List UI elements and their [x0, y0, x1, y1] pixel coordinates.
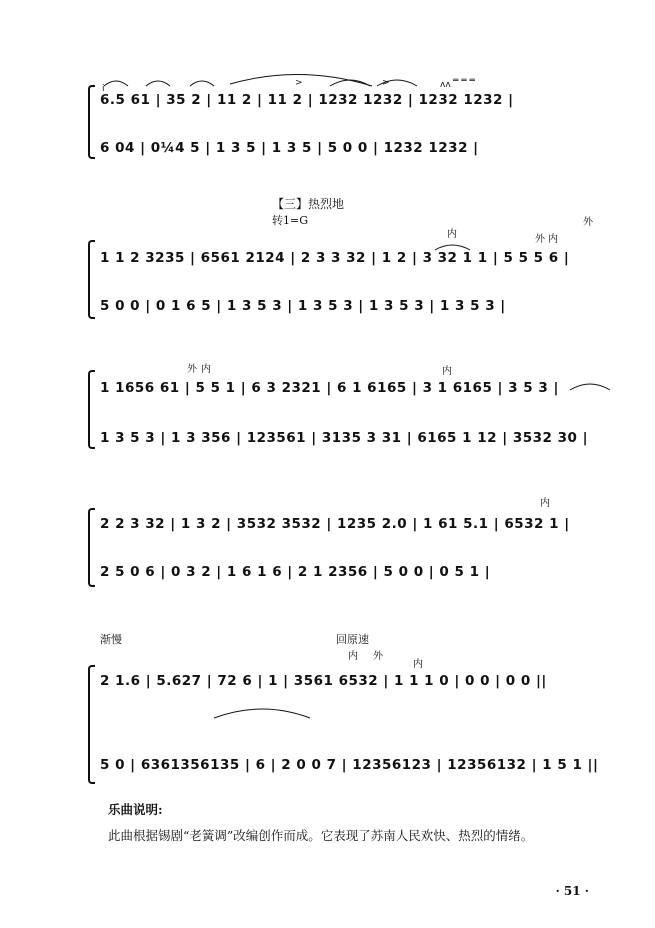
upper-staff-notes: 6.5 61 | 35 2 | 11 2 | 11 2 | 1232 1232 | 1232 1232 |: [100, 92, 514, 108]
lower-staff-notes: 1 3 5 3 | 1 3 356 | 123561 | 3135 3 31 | 6165 1 12 | 3532 30 |: [100, 430, 589, 446]
ornament-marks: ═ ═ ═: [453, 76, 475, 86]
lower-staff: [0, 296, 655, 324]
score-system-2: [0, 190, 655, 330]
bow-marking-out: 外: [535, 234, 545, 245]
ornament-marks: ʌʌ: [440, 80, 451, 90]
bow-marking-in: 内: [413, 659, 423, 670]
lower-staff: [0, 138, 655, 166]
upper-staff: [0, 378, 655, 406]
lower-staff-notes: 2 5 0 6 | 0 3 2 | 1 6 1 6 | 2 1 2356 | 5 0 0 | 0 5 1 |: [100, 564, 491, 580]
bow-marking-in: 内: [540, 498, 550, 509]
tempo-slow: 渐慢: [100, 633, 122, 646]
page-number: · 51 ·: [555, 884, 589, 898]
lower-staff-notes: 5 0 | 6361356135 | 6 | 2 0 0 7 | 12356123 | 12356132 | 1 5 1 ||: [100, 757, 599, 773]
bow-marking-in: 内: [447, 229, 457, 240]
bow-marking-out: 外: [583, 217, 593, 228]
bow-marking-out: 外: [187, 364, 197, 375]
ornament-marks: >: [382, 78, 390, 88]
upper-staff: [0, 671, 655, 699]
score-system-3: [0, 350, 655, 450]
tempo-return: 回原速: [336, 633, 369, 646]
upper-staff-notes: 1 1 2 3235 | 6561 2124 | 2 3 3 32 | 1 2 | 3 32 1 1 | 5 5 5 6 |: [100, 250, 570, 266]
octave-dots: i: [102, 84, 105, 94]
bow-marking-in: 内: [201, 364, 211, 375]
notes-title: 乐曲说明:: [108, 802, 163, 817]
score-system-1: [0, 70, 655, 180]
lower-staff: [0, 755, 655, 783]
score-system-5: [0, 625, 655, 785]
upper-staff-notes: 2 2 3 32 | 1 3 2 | 3532 3532 | 1235 2.0 | 1 61 5.1 | 6532 1 |: [100, 516, 570, 532]
lower-staff-notes: 6 04 | 0¼4 5 | 1 3 5 | 1 3 5 | 5 0 0 | 1232 1232 |: [100, 140, 479, 156]
section-heading: 【三】热烈地: [272, 197, 345, 211]
bow-marking-in: 内: [548, 234, 558, 245]
upper-staff: [0, 514, 655, 542]
upper-staff: [0, 90, 655, 118]
bow-marking-out: 外: [373, 651, 383, 662]
score-system-4: [0, 490, 655, 590]
upper-staff: [0, 248, 655, 276]
bow-marking-in: 内: [442, 366, 452, 377]
lower-staff: [0, 428, 655, 456]
lower-staff-notes: 5 0 0 | 0 1 6 5 | 1 3 5 3 | 1 3 5 3 | 1 3 5 3 | 1 3 5 3 |: [100, 298, 506, 314]
upper-staff-notes: 1 1656 61 | 5 5 1 | 6 3 2321 | 6 1 6165 | 3 1 6165 | 3 5 3 |: [100, 380, 559, 396]
notes-text: 此曲根据锡剧“老簧调”改编创作而成。它表现了苏南人民欢快、热烈的情绪。: [108, 828, 534, 843]
upper-staff-notes: 2 1.6 | 5.627 | 72 6 | 1 | 3561 6532 | 1 1 1 0 | 0 0 | 0 0 ||: [100, 673, 547, 689]
ornament-marks: >: [295, 78, 303, 88]
lower-staff: [0, 562, 655, 590]
bow-marking-in: 内: [348, 651, 358, 662]
key-change: 转1=G: [272, 214, 309, 227]
